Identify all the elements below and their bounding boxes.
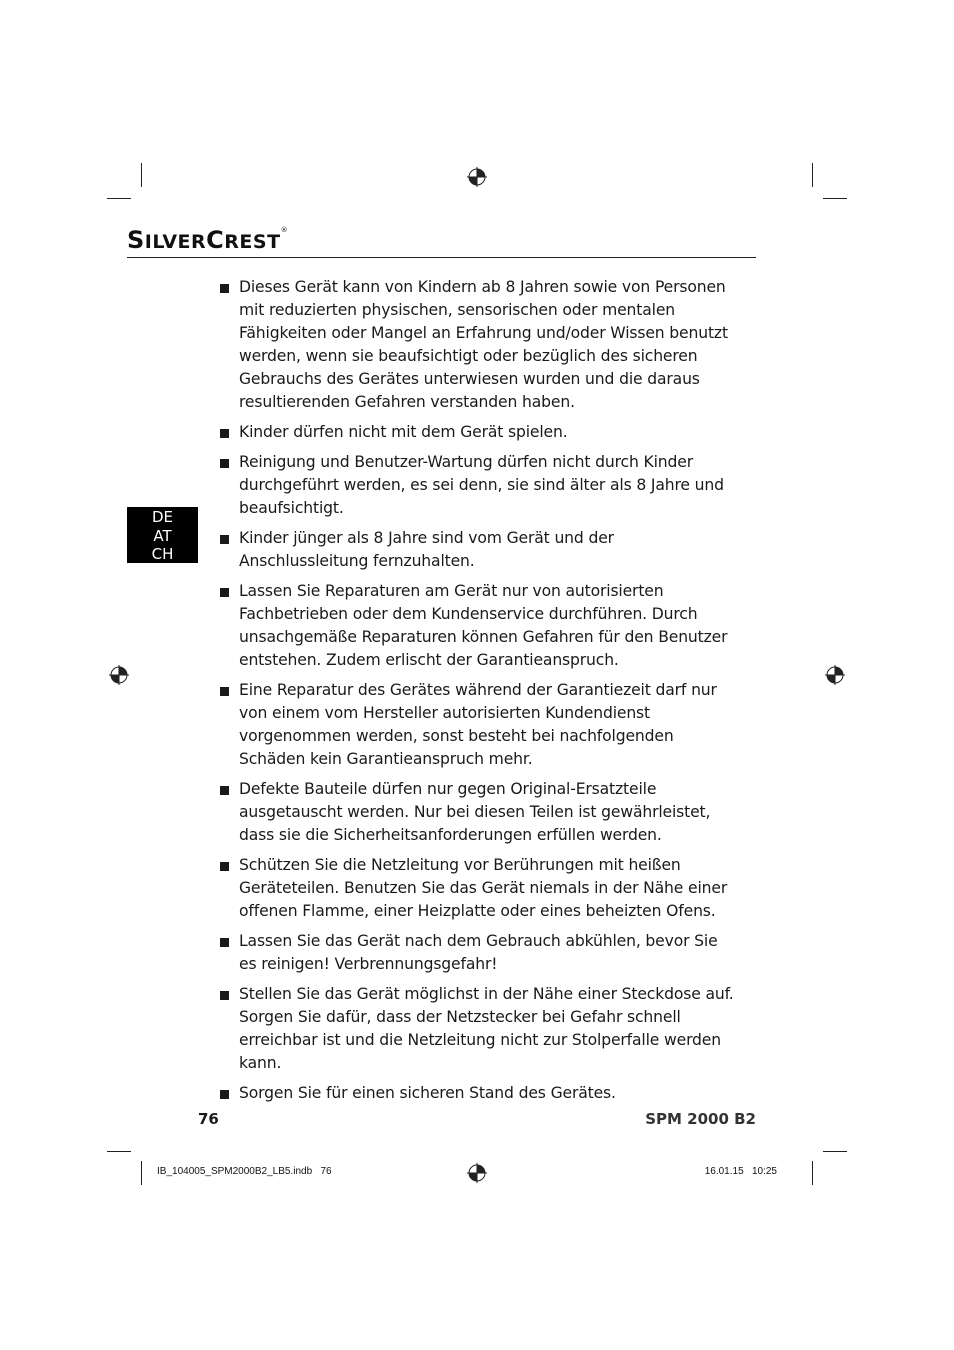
list-item-text: Dieses Gerät kann von Kindern ab 8 Jahren sowie von Personen mit reduzierten physischen, sensorischen oder mentalen Fähigkeiten oder Mangel an Erfahrung und/oder Wissen benutzt werden, wenn sie beaufsichtigt oder bezüglich des sicheren Gebrauchs des Gerätes unterwiesen wurden und die daraus resultierenden Gefahren verstanden haben. [239,278,728,411]
brand-logo [127,226,288,254]
page-number: 76 [198,1110,219,1128]
square-bullet-icon [220,459,229,468]
crop-mark [141,163,142,187]
language-code: CH [151,545,174,563]
list-item [218,276,738,414]
logo-letter: S [127,226,145,254]
print-slug-file: IB_104005_SPM2000B2_LB5.indb 76 [157,1166,332,1177]
square-bullet-icon [220,687,229,696]
square-bullet-icon [220,862,229,871]
crop-mark [812,1161,813,1185]
registration-mark-icon [467,167,487,187]
safety-instructions-list [218,276,738,1112]
list-item [218,854,738,923]
list-item-text: Schützen Sie die Netzleitung vor Berührungen mit heißen Geräteteilen. Benutzen Sie das Gerät niemals in der Nähe einer offenen Flamme, einer Heizplatte oder eines beheizten Ofens. [239,856,728,920]
registration-mark-icon [825,665,845,685]
list-item [218,983,738,1075]
list-item-text: Sorgen Sie für einen sicheren Stand des Gerätes. [239,1084,616,1102]
square-bullet-icon [220,1090,229,1099]
logo-letter: C [206,226,225,254]
crop-mark [141,1161,142,1185]
list-item-text: Reinigung und Benutzer-Wartung dürfen nicht durch Kinder durchgeführt werden, es sei denn, sie sind älter als 8 Jahre und beaufsichtigt. [239,453,724,517]
language-code: DE [151,508,174,526]
square-bullet-icon [220,938,229,947]
registration-mark-icon [467,1163,487,1183]
list-item [218,930,738,976]
list-item [218,451,738,520]
registration-mark-icon [109,665,129,685]
list-item [218,580,738,672]
square-bullet-icon [220,284,229,293]
crop-mark [823,198,847,199]
header-rule [127,257,756,258]
list-item [218,1082,738,1105]
print-slug-datetime: 16.01.15 10:25 [704,1166,777,1177]
list-item-text: Eine Reparatur des Gerätes während der Garantiezeit darf nur von einem vom Hersteller autorisierten Kundendienst vorgenommen werden, sonst besteht bei nachfolgenden Schäden kein Garantieanspruch mehr. [239,681,717,768]
square-bullet-icon [220,786,229,795]
language-code: AT [153,526,172,545]
square-bullet-icon [220,429,229,438]
list-item-text: Defekte Bauteile dürfen nur gegen Original-Ersatzteile ausgetauscht werden. Nur bei diesen Teilen ist gewährleistet, dass sie die Sicherheitsanforderungen erfüllen werden. [239,780,711,844]
square-bullet-icon [220,588,229,597]
language-tab [127,507,198,563]
list-item-text: Stellen Sie das Gerät möglichst in der Nähe einer Steckdose auf. Sorgen Sie dafür, dass der Netzstecker bei Gefahr schnell erreichbar ist und die Netzleitung nicht zur Stolperfalle werden kann. [239,985,734,1072]
list-item [218,778,738,847]
list-item [218,527,738,573]
crop-mark [107,1151,131,1152]
registered-mark: ® [280,226,289,234]
list-item-text: Lassen Sie Reparaturen am Gerät nur von autorisierten Fachbetrieben oder dem Kundenservice durchführen. Durch unsachgemäße Reparaturen können Gefahren für den Benutzer entstehen. Zudem erlischt der Garantieanspruch. [239,582,728,669]
square-bullet-icon [220,535,229,544]
square-bullet-icon [220,991,229,1000]
list-item [218,421,738,444]
list-item [218,679,738,771]
logo-letters: ILVER [144,231,207,253]
logo-letters: REST [224,231,281,253]
crop-mark [823,1151,847,1152]
crop-mark [107,198,131,199]
list-item-text: Kinder dürfen nicht mit dem Gerät spielen. [239,423,568,441]
crop-mark [812,163,813,187]
list-item-text: Kinder jünger als 8 Jahre sind vom Gerät und der Anschlussleitung fernzuhalten. [239,529,614,570]
model-name: SPM 2000 B2 [645,1110,756,1128]
list-item-text: Lassen Sie das Gerät nach dem Gebrauch abkühlen, bevor Sie es reinigen! Verbrennungsgefahr! [239,932,718,973]
